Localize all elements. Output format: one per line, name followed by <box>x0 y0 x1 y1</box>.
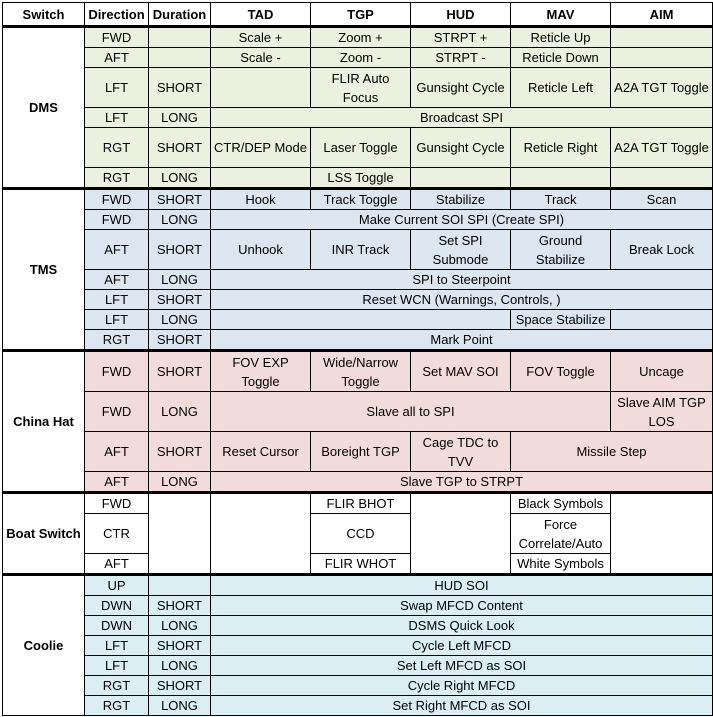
tad-cell: FOV EXP Toggle <box>211 351 311 392</box>
tad-cell <box>211 68 311 108</box>
table-row <box>3 128 713 168</box>
mav-cell: Ground Stabilize <box>511 230 611 270</box>
direction-cell: FWD <box>85 27 149 48</box>
table-row <box>3 432 713 472</box>
duration-cell: SHORT <box>149 189 211 210</box>
duration-cell: LONG <box>149 108 211 128</box>
direction-cell: LFT <box>85 290 149 310</box>
hud-cell: Gunsight Cycle <box>411 128 511 168</box>
tgp-cell: INR Track <box>311 230 411 270</box>
direction-cell: AFT <box>85 554 149 575</box>
hud-cell: Set MAV SOI <box>411 351 511 392</box>
tad-cell: Scale - <box>211 48 311 68</box>
tgp-cell: Zoom + <box>311 27 411 48</box>
header-tad: TAD <box>211 3 311 27</box>
duration-cell: LONG <box>149 310 211 330</box>
tad-cell: Reset Cursor <box>211 432 311 472</box>
mav-cell <box>511 168 611 189</box>
duration-cell <box>149 575 211 596</box>
tad-cell <box>211 168 311 189</box>
direction-cell: AFT <box>85 270 149 290</box>
table-row <box>3 48 713 68</box>
spanning-cell: Slave TGP to STRPT <box>211 472 713 493</box>
spanning-cell: Broadcast SPI <box>211 108 713 128</box>
aim-cell <box>611 27 713 48</box>
empty-cell <box>211 310 511 330</box>
spanning-cell: HUD SOI <box>211 575 713 596</box>
table-row <box>3 472 713 493</box>
mav-cell: Reticle Down <box>511 48 611 68</box>
table-row <box>3 290 713 310</box>
duration-cell: LONG <box>149 168 211 189</box>
duration-cell: SHORT <box>149 636 211 656</box>
tgp-cell: LSS Toggle <box>311 168 411 189</box>
table-row <box>3 68 713 108</box>
spanning-cell: Cycle Right MFCD <box>211 676 713 696</box>
table-row <box>3 676 713 696</box>
direction-cell: CTR <box>85 514 149 554</box>
duration-cell: SHORT <box>149 290 211 310</box>
table-row <box>3 493 713 514</box>
mav-cell: Reticle Right <box>511 128 611 168</box>
direction-cell: RGT <box>85 676 149 696</box>
table-row <box>3 168 713 189</box>
header-aim: AIM <box>611 3 713 27</box>
table-row <box>3 514 713 554</box>
duration-cell: SHORT <box>149 676 211 696</box>
duration-cell: SHORT <box>149 128 211 168</box>
direction-cell: LFT <box>85 636 149 656</box>
aim-cell <box>611 310 713 330</box>
direction-cell: AFT <box>85 48 149 68</box>
duration-cell: LONG <box>149 656 211 676</box>
table-row <box>3 392 713 432</box>
spanning-cell: Make Current SOI SPI (Create SPI) <box>211 210 713 230</box>
direction-cell: RGT <box>85 128 149 168</box>
direction-cell: LFT <box>85 108 149 128</box>
hotas-commands-table <box>2 2 713 716</box>
mav-cell: Force Correlate/Auto <box>511 514 611 554</box>
group-tms <box>3 189 713 351</box>
table-row <box>3 636 713 656</box>
direction-cell: FWD <box>85 392 149 432</box>
aim-cell: A2A TGT Toggle <box>611 128 713 168</box>
direction-cell: LFT <box>85 68 149 108</box>
aim-cell <box>611 48 713 68</box>
table-row <box>3 270 713 290</box>
mav-cell: Black Symbols <box>511 493 611 514</box>
duration-cell: SHORT <box>149 351 211 392</box>
tgp-cell: Zoom - <box>311 48 411 68</box>
header-mav: MAV <box>511 3 611 27</box>
tgp-cell: Laser Toggle <box>311 128 411 168</box>
direction-cell: DWN <box>85 596 149 616</box>
table-row <box>3 596 713 616</box>
group-coolie <box>3 575 713 716</box>
duration-cell: LONG <box>149 616 211 636</box>
direction-cell: LFT <box>85 656 149 676</box>
tgp-cell: FLIR WHOT <box>311 554 411 575</box>
spanning-cell: Cycle Left MFCD <box>211 636 713 656</box>
hud-cell: Gunsight Cycle <box>411 68 511 108</box>
spanning-cell: Swap MFCD Content <box>211 596 713 616</box>
direction-cell: AFT <box>85 230 149 270</box>
spanning-cell: Set Right MFCD as SOI <box>211 696 713 716</box>
spanning-cell: SPI to Steerpoint <box>211 270 713 290</box>
tad-cell: Scale + <box>211 27 311 48</box>
header-tgp: TGP <box>311 3 411 27</box>
table-row <box>3 230 713 270</box>
group-boat-switch <box>3 493 713 575</box>
direction-cell: DWN <box>85 616 149 636</box>
mav-aim-cell: Missile Step <box>511 432 713 472</box>
group-china-hat <box>3 351 713 493</box>
spanning-cell: DSMS Quick Look <box>211 616 713 636</box>
group-dms <box>3 27 713 189</box>
aim-cell: Scan <box>611 189 713 210</box>
aim-cell: Break Lock <box>611 230 713 270</box>
table-row <box>3 616 713 636</box>
mav-cell: White Symbols <box>511 554 611 575</box>
empty-cell <box>611 493 713 575</box>
switch-name-dms: DMS <box>3 27 85 189</box>
spanning-cell: Set Left MFCD as SOI <box>211 656 713 676</box>
table-row <box>3 210 713 230</box>
header-switch: Switch <box>3 3 85 27</box>
spanning-cell: Reset WCN (Warnings, Controls, ) <box>211 290 713 310</box>
tgp-cell: Boreight TGP <box>311 432 411 472</box>
mav-cell: Reticle Left <box>511 68 611 108</box>
direction-cell: RGT <box>85 330 149 351</box>
switch-name-coolie: Coolie <box>3 575 85 716</box>
spanning-cell: Mark Point <box>211 330 713 351</box>
hud-cell: STRPT + <box>411 27 511 48</box>
table-row <box>3 108 713 128</box>
hud-cell: Set SPI Submode <box>411 230 511 270</box>
table-row <box>3 575 713 596</box>
direction-cell: RGT <box>85 168 149 189</box>
table-row <box>3 189 713 210</box>
empty-cell <box>211 493 311 575</box>
duration-cell: SHORT <box>149 432 211 472</box>
header-row <box>3 3 713 27</box>
duration-cell: LONG <box>149 472 211 493</box>
table-row <box>3 330 713 351</box>
duration-cell <box>149 27 211 48</box>
table-row <box>3 554 713 575</box>
hud-cell: Stabilize <box>411 189 511 210</box>
aim-cell: A2A TGT Toggle <box>611 68 713 108</box>
duration-cell: LONG <box>149 210 211 230</box>
duration-cell: SHORT <box>149 230 211 270</box>
empty-cell <box>149 493 211 575</box>
tad-cell: Hook <box>211 189 311 210</box>
duration-cell: LONG <box>149 270 211 290</box>
spanning-cell: Slave all to SPI <box>211 392 611 432</box>
tgp-cell: Track Toggle <box>311 189 411 210</box>
table-row <box>3 351 713 392</box>
header-duration: Duration <box>149 3 211 27</box>
mav-cell: Reticle Up <box>511 27 611 48</box>
mav-cell: Track <box>511 189 611 210</box>
duration-cell: LONG <box>149 696 211 716</box>
duration-cell: SHORT <box>149 68 211 108</box>
tad-cell: CTR/DEP Mode <box>211 128 311 168</box>
direction-cell: RGT <box>85 696 149 716</box>
direction-cell: LFT <box>85 310 149 330</box>
table-row <box>3 310 713 330</box>
mav-cell: Space Stabilize <box>511 310 611 330</box>
direction-cell: AFT <box>85 432 149 472</box>
direction-cell: UP <box>85 575 149 596</box>
duration-cell: SHORT <box>149 596 211 616</box>
hud-cell <box>411 168 511 189</box>
table-row <box>3 27 713 48</box>
direction-cell: FWD <box>85 493 149 514</box>
tgp-cell: FLIR BHOT <box>311 493 411 514</box>
header-direction: Direction <box>85 3 149 27</box>
duration-cell: LONG <box>149 392 211 432</box>
tad-cell: Unhook <box>211 230 311 270</box>
duration-cell <box>149 48 211 68</box>
switch-name-boat-switch: Boat Switch <box>3 493 85 575</box>
direction-cell: FWD <box>85 210 149 230</box>
tgp-cell: CCD <box>311 514 411 554</box>
aim-cell: Slave AIM TGP LOS <box>611 392 713 432</box>
hud-cell: Cage TDC to TVV <box>411 432 511 472</box>
hud-cell: STRPT - <box>411 48 511 68</box>
direction-cell: AFT <box>85 472 149 493</box>
aim-cell <box>611 168 713 189</box>
duration-cell: SHORT <box>149 330 211 351</box>
mav-cell: FOV Toggle <box>511 351 611 392</box>
switch-name-china-hat: China Hat <box>3 351 85 493</box>
empty-cell <box>411 493 511 575</box>
tgp-cell: Wide/Narrow Toggle <box>311 351 411 392</box>
switch-name-tms: TMS <box>3 189 85 351</box>
table-row <box>3 656 713 676</box>
tgp-cell: FLIR Auto Focus <box>311 68 411 108</box>
table-row <box>3 696 713 716</box>
header-hud: HUD <box>411 3 511 27</box>
direction-cell: FWD <box>85 351 149 392</box>
aim-cell: Uncage <box>611 351 713 392</box>
direction-cell: FWD <box>85 189 149 210</box>
